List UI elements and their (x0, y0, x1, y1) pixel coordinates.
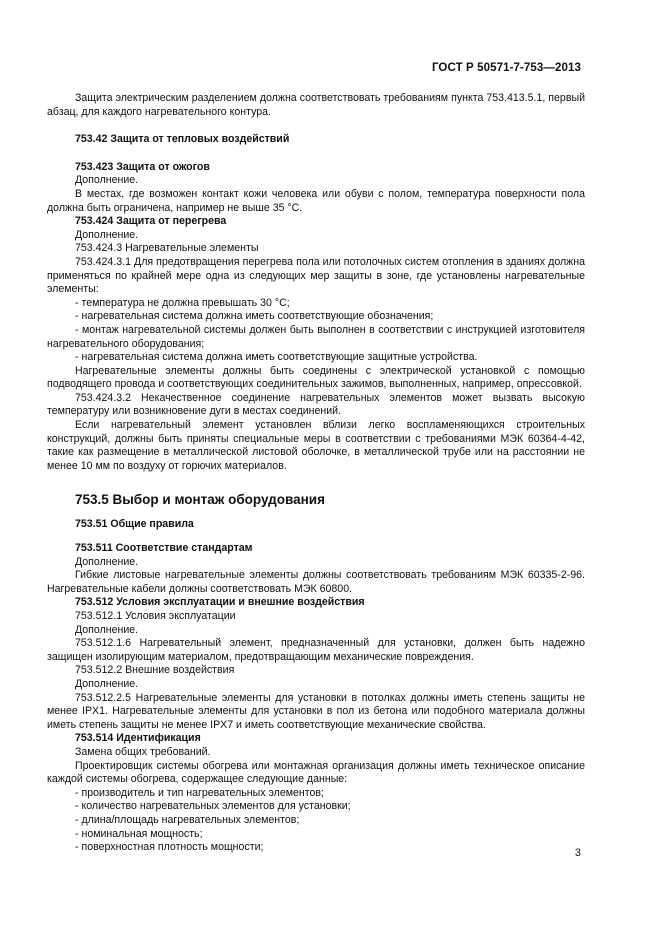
chapter-heading: 753.5 Выбор и монтаж оборудования (75, 492, 325, 508)
paragraph: 753.424.3.2 Некачественное соединение нагревательных элементов может вызвать высокую температуру или возникновение дуги в местах соединений. (47, 391, 585, 418)
list-item: - номинальная мощность; (75, 827, 203, 840)
section-heading: 753.51 Общие правила (75, 518, 194, 531)
paragraph: Если нагревательный элемент установлен вблизи легко воспламеняющихся строительных конструкций, должны быть приняты специальные меры в соответствии с требованиями МЭК 60364-4-42, такие как размещение в металлической листовой оболочке, в металлической трубе или на расстоянии не менее 10 мм по воздуху от горючих материалов. (47, 419, 585, 472)
list-item: - поверхностная плотность мощности; (75, 841, 264, 854)
clause-title: 753.512.2 Внешние воздействия (75, 664, 235, 677)
list-item: - количество нагревательных элементов для установки; (75, 800, 351, 813)
paragraph: Замена общих требований. (75, 745, 211, 758)
clause-title: 753.424.3 Нагревательные элементы (75, 242, 259, 255)
paragraph: Дополнение. (75, 677, 139, 690)
paragraph: Проектировщик системы обогрева или монтажная организация должны иметь техническое описание каждой системы обогрева, содержащее следующие данные: (47, 759, 585, 786)
list-item: - монтаж нагревательной системы должен быть выполнен в соответствии с инструкцией изготовителя нагревательного оборудования; (47, 323, 585, 350)
paragraph: Дополнение. (75, 623, 139, 636)
list-item: - нагревательная система должна иметь соответствующие обозначения; (75, 310, 434, 323)
paragraph: Дополнение. (75, 174, 139, 187)
paragraph: 753.512.1.6 Нагревательный элемент, предназначенный для установки, должен быть надежно защищен изолирующим материалом, предотвращающим механические повреждения. (47, 637, 585, 663)
subsection-heading: 753.511 Соответствие стандартам (75, 542, 253, 555)
paragraph: В местах, где возможен контакт кожи человека или обуви с полом, температура поверхности пола должна быть ограничена, например не выше 35 °С. (47, 187, 585, 214)
list-item: - нагревательная система должна иметь соответствующие защитные устройства. (75, 351, 478, 364)
clause-title: 753.512.1 Условия эксплуатации (75, 610, 236, 622)
standard-header: ГОСТ Р 50571-7-753—2013 (431, 62, 581, 74)
subsection-heading: 753.514 Идентификация (75, 732, 201, 745)
section-heading: 753.42 Защита от тепловых воздействий (75, 133, 290, 146)
list-item: - температура не должна превышать 30 °С; (75, 296, 290, 309)
paragraph: Нагревательные элементы должны быть соединены с электрической установкой с помощью подводящего провода и соответствующих соединительных зажимов, выполненных, например, опрессовкой. (47, 364, 585, 391)
paragraph: 753.424.3.1 Для предотвращения перегрева пола или потолочных систем отопления в зданиях должна применяться по крайней мере одна из следующих мер защиты в зоне, где установлены нагревательные элементы: (47, 255, 585, 296)
page-number: 3 (574, 847, 581, 859)
document-body (47, 92, 585, 855)
subsection-heading: 753.512 Условия эксплуатации и внешние воздействия (75, 596, 365, 609)
paragraph: Дополнение. (75, 228, 139, 241)
subsection-heading: 753.423 Защита от ожогов (75, 160, 210, 173)
list-item: - длина/площадь нагревательных элементов; (75, 813, 300, 826)
subsection-heading: 753.424 Защита от перегрева (75, 215, 227, 228)
list-item: - производитель и тип нагревательных элементов; (75, 786, 324, 799)
paragraph: Гибкие листовые нагревательные элементы должны соответствовать требованиям МЭК 60335-2-96. Нагревательные кабели должны соответствовать МЭК 60800. (47, 569, 585, 595)
paragraph: Защита электрическим разделением должна соответствовать требованиям пункта 753.413.5.1, первый абзац, для каждого нагревательного контура. (47, 92, 585, 118)
paragraph: 753.512.2.5 Нагревательные элементы для установки в потолках должны иметь степень защиты не менее IPX1. Нагревательные элементы для установки в пол из бетона или подобного материала должны иметь степень защиты не менее IPX7 и иметь соответствующие механические свойства. (47, 691, 585, 731)
paragraph: Дополнение. (75, 555, 139, 568)
